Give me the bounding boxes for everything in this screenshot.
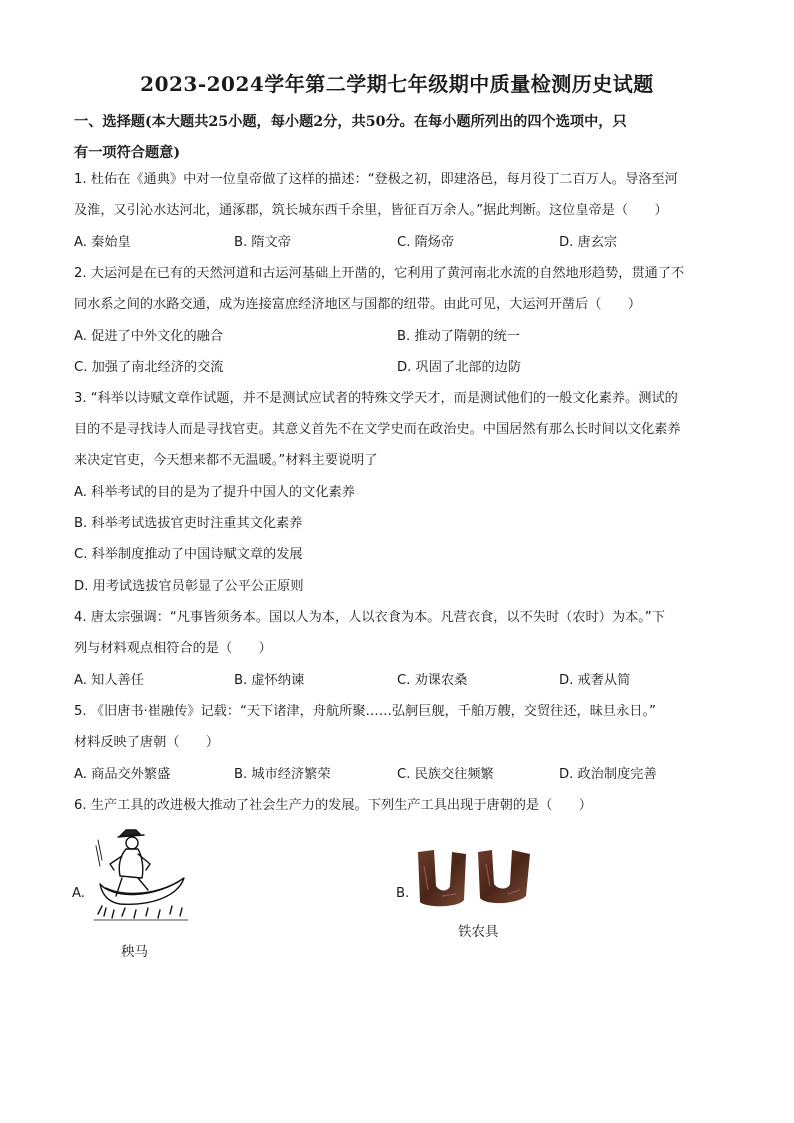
- question-5-option-c: C. 民族交往频繁: [397, 767, 494, 782]
- question-4-option-c: C. 劝课农桑: [397, 673, 468, 688]
- page-title: 2023-2024学年第二学期七年级期中质量检测历史试题: [140, 72, 654, 96]
- question-4-option-a: A. 知人善任: [74, 673, 144, 688]
- question-2-option-b: B. 推动了隋朝的统一: [397, 329, 520, 344]
- question-5-stem-line: 5. 《旧唐书·崔融传》记载：“天下诸津，舟航所聚……弘舸巨舰，千舶万艘，交贸往还，昧旦永日。”: [74, 704, 656, 719]
- question-6-stem-line: 6. 生产工具的改进极大推动了社会生产力的发展。下列生产工具出现于唐朝的是（ ）: [74, 798, 592, 813]
- section-heading: [74, 107, 724, 169]
- section-heading-line: 一、选择题(本大题共25小题，每小题2分，共50分。在每小题所列出的四个选项中，只: [74, 114, 627, 130]
- question-4-option-b: B. 虚怀纳谏: [234, 673, 305, 688]
- question-4-stem-line: 4. 唐太宗强调：“凡事皆须务本。国以人为本，人以衣食为本。凡营衣食，以不失时（农时）为本。”下: [74, 610, 665, 625]
- question-1-stem-line: 及淮，又引沁水达河北，通涿郡，筑长城东西千余里，皆征百万余人。”据此判断。这位皇帝是（ ）: [74, 203, 668, 218]
- question-2-option-c: C. 加强了南北经济的交流: [74, 360, 224, 375]
- question-4-stem-line: 列与材料观点相符合的是（ ）: [74, 641, 272, 656]
- question-3-stem-line: 来决定官吏，今天想来都不无温暖。”材料主要说明了: [74, 453, 378, 468]
- rice-seedling-horse-illustration-icon: [92, 826, 192, 926]
- question-1-option-c: C. 隋炀帝: [397, 235, 455, 250]
- question-6-option-a-label: A.: [72, 886, 85, 901]
- question-2-stem-line: 2. 大运河是在已有的天然河道和古运河基础上开凿的，它利用了黄河南北水流的自然地形趋势，贯通了不: [74, 266, 685, 281]
- question-1-option-a: A. 秦始皇: [74, 235, 131, 250]
- question-6-option-a-caption: 秧马: [121, 944, 148, 960]
- question-1-option-b: B. 隋文帝: [234, 235, 291, 250]
- question-2-stem-line: 同水系之间的水路交通，成为连接富庶经济地区与国都的纽带。由此可见，大运河开凿后（ ）: [74, 297, 642, 312]
- iron-farm-tools-photo-icon: [412, 846, 538, 912]
- question-4-option-d: D. 戒奢从简: [559, 673, 631, 688]
- question-5-option-d: D. 政治制度完善: [559, 767, 657, 782]
- question-5-option-a: A. 商品交外繁盛: [74, 767, 171, 782]
- question-3-option-d: D. 用考试选拔官员彰显了公平公正原则: [74, 579, 304, 594]
- section-heading-line: 有一项符合题意): [74, 145, 181, 161]
- question-3-stem-line: 3. “科举以诗赋文章作试题，并不是测试应试者的特殊文学天才，而是测试他们的一般文化素养。测试的: [74, 391, 678, 406]
- question-5-option-b: B. 城市经济繁荣: [234, 767, 331, 782]
- question-3-option-a: A. 科举考试的目的是为了提升中国人的文化素养: [74, 485, 355, 500]
- question-5-stem-line: 材料反映了唐朝（ ）: [74, 735, 220, 750]
- question-3-option-b: B. 科举考试选拔官吏时注重其文化素养: [74, 516, 303, 531]
- question-3-stem-line: 目的不是寻找诗人而是寻找官吏。其意义首先不在文学史而在政治史。中国居然有那么长时间以文化素养: [74, 422, 681, 437]
- question-6-option-b-label: B.: [396, 886, 410, 901]
- question-2-option-d: D. 巩固了北部的边防: [397, 360, 522, 375]
- question-3-option-c: C. 科举制度推动了中国诗赋文章的发展: [74, 547, 303, 562]
- question-2-option-a: A. 促进了中外文化的融合: [74, 329, 224, 344]
- question-6-option-b-caption: 铁农具: [458, 924, 499, 940]
- question-1-option-d: D. 唐玄宗: [559, 235, 618, 250]
- question-1-stem-line: 1. 杜佑在《通典》中对一位皇帝做了这样的描述：“登极之初，即建洛邑，每月役丁二百万人。导洛至河: [74, 172, 678, 187]
